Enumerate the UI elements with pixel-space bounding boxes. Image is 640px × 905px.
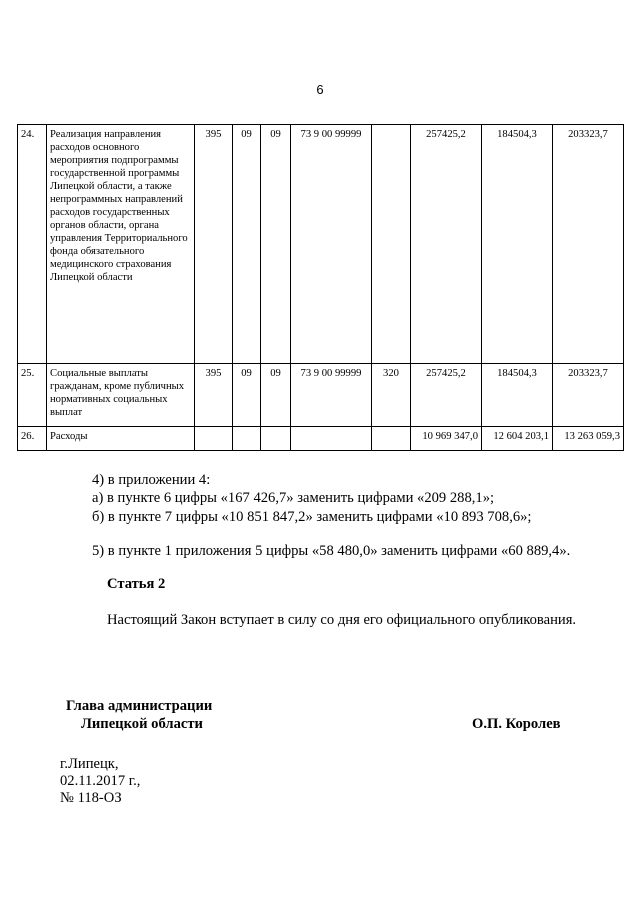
page-number: 6 <box>316 82 324 97</box>
law-number: № 118-ОЗ <box>60 790 122 806</box>
amount-year-2: 184504,3 <box>482 364 553 427</box>
ministry-code: 395 <box>195 364 233 427</box>
signatory-title-line1: Глава администрации <box>66 698 213 714</box>
amount-year-3: 13 263 059,3 <box>553 427 624 451</box>
amount-year-1: 257425,2 <box>411 364 482 427</box>
row-name: Реализация направления расходов основного мероприятия подпрограммы государственной программы Липецкой области, а также непрограммных направлений расходов государственных органов области, органа управления Территориального фонда обязательного медицинского страхования Липецкой области <box>47 125 195 364</box>
table-row <box>18 427 624 451</box>
law-date: 02.11.2017 г., <box>60 773 141 789</box>
article-title: Статья 2 <box>107 576 166 592</box>
amount-year-1: 10 969 347,0 <box>411 427 482 451</box>
signatory-name: О.П. Королев <box>472 716 561 732</box>
table-row <box>18 125 624 364</box>
amount-year-1: 257425,2 <box>411 125 482 364</box>
amount-year-2: 12 604 203,1 <box>482 427 553 451</box>
row-number: 25. <box>18 364 47 427</box>
row-number: 26. <box>18 427 47 451</box>
subsection-code: 09 <box>261 364 291 427</box>
amount-year-3: 203323,7 <box>553 364 624 427</box>
section-code <box>233 427 261 451</box>
target-article-code: 73 9 00 99999 <box>291 125 372 364</box>
row-name: Расходы <box>47 427 195 451</box>
signatory-title-line2: Липецкой области <box>81 716 203 732</box>
subsection-code: 09 <box>261 125 291 364</box>
amount-year-2: 184504,3 <box>482 125 553 364</box>
amendment-item-b: б) в пункте 7 цифры «10 851 847,2» заменить цифрами «10 893 708,6»; <box>92 509 532 525</box>
subsection-code <box>261 427 291 451</box>
appendix-4-intro: 4) в приложении 4: <box>92 472 211 488</box>
target-article-code <box>291 427 372 451</box>
amendment-item-a: а) в пункте 6 цифры «167 426,7» заменить цифрами «209 288,1»; <box>92 490 495 506</box>
expense-type-code <box>372 427 411 451</box>
section-code: 09 <box>233 364 261 427</box>
row-number: 24. <box>18 125 47 364</box>
amount-year-3: 203323,7 <box>553 125 624 364</box>
amendment-item-5: 5) в пункте 1 приложения 5 цифры «58 480,0» заменить цифрами «60 889,4». <box>92 543 571 559</box>
target-article-code: 73 9 00 99999 <box>291 364 372 427</box>
table-row <box>18 364 624 427</box>
place: г.Липецк, <box>60 756 119 772</box>
article-text: Настоящий Закон вступает в силу со дня его официального опубликования. <box>107 612 577 628</box>
section-code: 09 <box>233 125 261 364</box>
expense-type-code: 320 <box>372 364 411 427</box>
ministry-code: 395 <box>195 125 233 364</box>
row-name: Социальные выплаты гражданам, кроме публичных нормативных социальных выплат <box>47 364 195 427</box>
budget-table <box>17 124 624 451</box>
expense-type-code <box>372 125 411 364</box>
ministry-code <box>195 427 233 451</box>
